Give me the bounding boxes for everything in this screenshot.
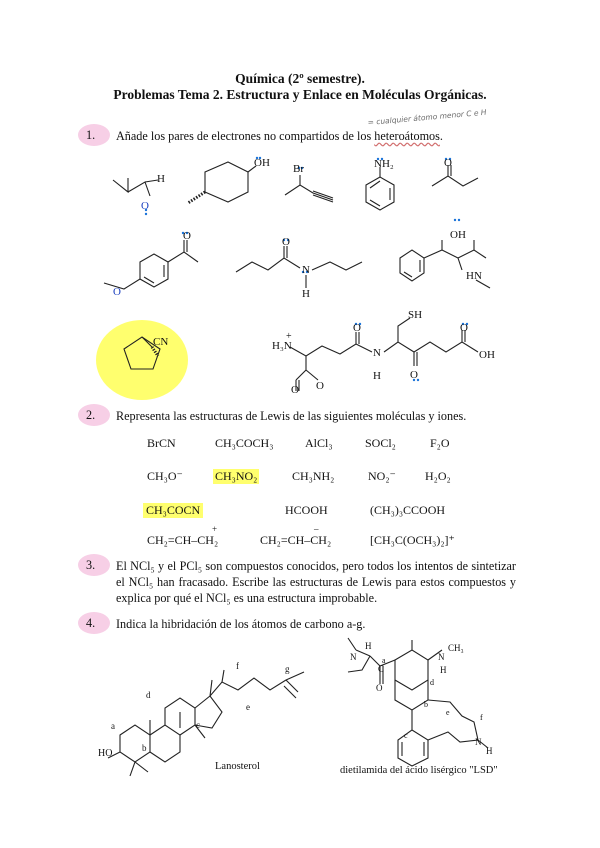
lanosterol-side-chain [210, 672, 304, 698]
label-amide-o: O [282, 236, 290, 248]
lanosterol-label-ho: HO [98, 748, 113, 759]
problem-4-number: 4. [86, 616, 96, 630]
title-line-2: Problemas Tema 2. Estructura y Enlace en Moléculas Orgánicas. [113, 87, 487, 102]
lanosterol-caption: Lanosterol [215, 761, 260, 772]
problem-4-text: Indica la hibridación de los átomos de carbono a-g. [116, 617, 366, 631]
problem-1-text-before: Añade los pares de electrones no compartidos de los [116, 129, 375, 143]
label-glut-o2: O [291, 384, 299, 396]
formula-r2c2-highlighted: CH₃NO₂ [215, 469, 258, 483]
lsd-ring-b [428, 700, 478, 742]
lanosterol-label-a: a [111, 721, 115, 731]
lsd-ring-a [398, 710, 428, 766]
formula-r4c1: CH₂=CH–CH₂ [147, 533, 219, 547]
lsd-caption: dietilamida del ácido lisérgico "LSD" [340, 765, 498, 776]
lsd-label-h3: H [486, 746, 493, 756]
allyl-anion-charge: – [314, 524, 319, 534]
formula-r2c1: CH₃O⁻ [147, 469, 183, 483]
handwritten-note: = cualquier átomo menor C e H [367, 107, 487, 127]
lsd-label-h1: H [365, 641, 372, 651]
formula-r4c2: CH₂=CH–CH₂ [260, 533, 332, 547]
formula-r3c2: HCOOH [285, 503, 328, 517]
lsd-label-ch3: CH₃ [448, 643, 464, 653]
lsd-label-a: a [382, 656, 386, 665]
label-aldehyde-o: O [141, 200, 149, 212]
label-h3n: H₃N [272, 340, 292, 352]
lsd-label-n2: N [438, 652, 445, 662]
problem-2-number: 2. [86, 408, 96, 422]
lanosterol-label-c: c [196, 720, 200, 730]
label-ephedrine-oh: OH [450, 229, 466, 241]
label-butanone-o: O [444, 157, 452, 169]
formula-r3c3: (CH₃)₃CCOOH [370, 503, 446, 517]
label-glut-n: N [373, 347, 381, 359]
lsd-label-c-ring: c [404, 731, 408, 740]
label-glut-oh: OH [479, 349, 495, 361]
lanosterol-label-f: f [236, 661, 239, 671]
label-anisole-o: O [113, 286, 121, 298]
lanosterol-label-d: d [146, 690, 151, 700]
formula-r1c4: SOCl₂ [365, 436, 396, 450]
lsd-label-c: C [378, 664, 385, 674]
label-cn: CN [153, 336, 169, 348]
label-glut-o5: O [460, 322, 468, 334]
lsd-ring-d [395, 650, 428, 690]
lanosterol-label-b: b [142, 743, 147, 753]
label-plus-charge: + [286, 331, 292, 342]
formula-r1c2: CH₃COCH₃ [215, 436, 274, 450]
label-amide-h: H [302, 288, 310, 300]
lsd-label-b: b [424, 700, 428, 709]
lanosterol-label-e: e [246, 702, 250, 712]
lsd-label-f: f [480, 713, 483, 722]
lanosterol-ring-b [150, 725, 180, 762]
formula-r2c5: H₂O₂ [425, 469, 451, 483]
formula-r1c1: BrCN [147, 436, 176, 450]
label-sh: SH [408, 309, 423, 321]
lsd-label-nh: N [475, 737, 482, 747]
formula-r1c5: F₂O [430, 436, 450, 450]
lsd-label-h2: H [440, 665, 447, 675]
lsd-label-d: d [430, 678, 434, 687]
label-aldehyde-h: H [157, 173, 165, 185]
lsd-label-e: e [446, 708, 450, 717]
lsd-label-n1: N [350, 652, 357, 662]
title-line-1: Química (2º semestre). [235, 71, 365, 86]
formula-r4c3: [CH₃C(OCH₃)₂]⁺ [370, 533, 455, 547]
problem-3-number: 3. [86, 558, 96, 572]
label-ephedrine-hn: HN [466, 270, 482, 282]
label-glut-o3: O [316, 380, 324, 392]
label-glut-o4: O [410, 369, 418, 381]
lanosterol-ring-c [165, 698, 195, 735]
allyl-cation-charge: + [212, 524, 218, 534]
problem-2-text: Representa las estructuras de Lewis de las siguientes moléculas y iones. [116, 409, 467, 423]
formula-r2c4: NO₂⁻ [368, 469, 396, 483]
problem-1-number: 1. [86, 128, 96, 142]
problem-3-text: El NCl₅ y el PCl₅ son compuestos conocidos, pero todos los intentos de sintetizar el NCl₅ han fracasado. Escribe las estructuras de Lewis para estos compuestos y explica por qué el NCl₅ es una estructura improbable. [116, 559, 516, 605]
label-ketone-o: O [183, 230, 191, 242]
label-amide-n: N [302, 264, 310, 276]
lsd-label-o: O [376, 683, 383, 693]
problem-1-text-after: . [439, 129, 443, 143]
problem-1-underlined-word: heteroátomos [374, 129, 440, 143]
label-glut-h: H [373, 370, 381, 382]
formula-r1c3: AlCl₃ [305, 436, 333, 450]
label-nh2: NH₂ [374, 158, 394, 170]
label-glut-o1: O [353, 322, 361, 334]
formula-r3c1-highlighted: CH₃COCN [143, 503, 203, 518]
lanosterol-label-g: g [285, 664, 290, 674]
label-br: Br [293, 163, 304, 175]
label-oh-cyclohexanol: OH [254, 157, 270, 169]
formula-r2c3: CH₃NH₂ [292, 469, 335, 483]
